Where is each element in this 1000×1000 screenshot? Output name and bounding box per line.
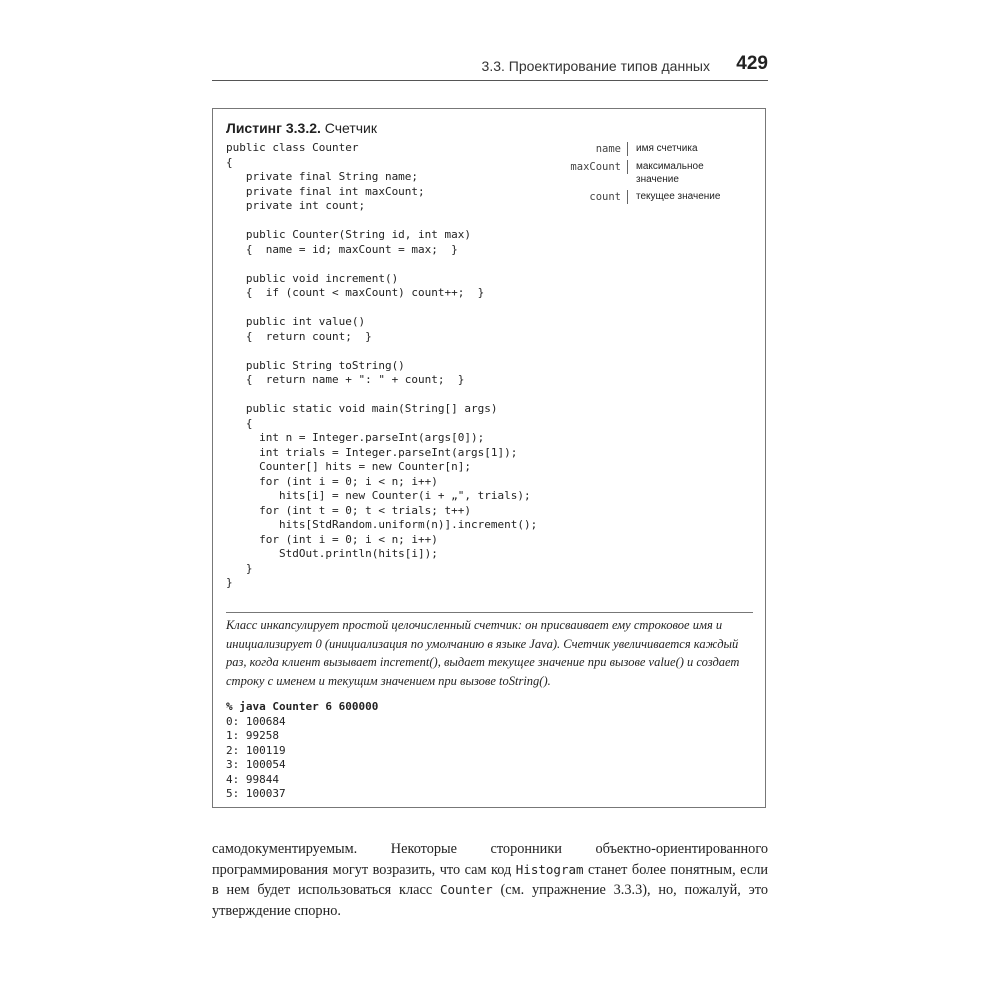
code-line: public class Counter bbox=[226, 141, 359, 154]
body-text-part: (см. упражнение 3.3.3), но, пожалуй, это утверждение спорно. bbox=[212, 882, 768, 919]
inline-code-histogram: Histogram bbox=[515, 861, 584, 877]
code-line: } bbox=[226, 576, 233, 589]
inline-code-counter: Counter bbox=[439, 882, 493, 897]
code-line: { bbox=[226, 416, 253, 430]
body-text-part: самодокументируемым. Некоторые сторонники объектно-ориентированного программирования могут возразить, что сам код bbox=[212, 841, 768, 878]
code-line: public static void main(String[] args) bbox=[226, 402, 498, 415]
listing-title: Счетчик bbox=[320, 120, 377, 136]
code-line: { return count; } bbox=[226, 329, 372, 343]
variable-name: name bbox=[553, 142, 628, 156]
code-line: for (int i = 0; i < n; i++) bbox=[226, 474, 438, 488]
listing-heading bbox=[226, 120, 377, 136]
code-line: { name = id; maxCount = max; } bbox=[226, 242, 458, 256]
code-line: { return name + ": " + count; } bbox=[226, 373, 465, 386]
terminal-command: % java Counter 6 600000 bbox=[226, 700, 379, 713]
variable-description: максимальное значение bbox=[636, 161, 704, 185]
caption-divider bbox=[226, 612, 753, 613]
code-line: for (int i = 0; i < n; i++) bbox=[226, 532, 438, 546]
code-line: private final int maxCount; bbox=[226, 184, 425, 198]
variable-name: maxCount bbox=[553, 160, 628, 174]
page-number: 429 bbox=[736, 53, 768, 74]
code-line: int n = Integer.parseInt(args[0]); bbox=[226, 431, 485, 444]
output-line: 2: 100119 bbox=[226, 743, 286, 757]
code-line: public int value() bbox=[226, 315, 366, 328]
section-title: 3.3. Проектирование типов данных bbox=[481, 58, 710, 74]
variable-row bbox=[553, 142, 746, 156]
variable-description: имя счетчика bbox=[636, 143, 698, 154]
variable-description: текущее значение bbox=[636, 191, 721, 202]
instance-variables-table bbox=[553, 142, 746, 204]
body-text-part: станет более понятным, если в нем будет использоваться класс bbox=[212, 861, 768, 898]
output-line: 4: 99844 bbox=[226, 772, 279, 786]
output-line: 5: 100037 bbox=[226, 787, 286, 800]
variable-row bbox=[553, 160, 746, 186]
code-line: public void increment() bbox=[226, 271, 399, 285]
code-line: private int count; bbox=[226, 199, 366, 212]
output-line: 3: 100054 bbox=[226, 758, 286, 771]
code-line: Counter[] hits = new Counter[n]; bbox=[226, 460, 472, 473]
running-header bbox=[212, 54, 768, 81]
code-listing bbox=[226, 141, 537, 591]
output-line: 1: 99258 bbox=[226, 729, 279, 742]
body-paragraph bbox=[212, 839, 768, 921]
code-line: public Counter(String id, int max) bbox=[226, 228, 472, 241]
code-line: for (int t = 0; t < trials; t++) bbox=[226, 503, 472, 517]
output-line: 0: 100684 bbox=[226, 714, 286, 728]
listing-label: Листинг 3.3.2. bbox=[226, 120, 321, 136]
variable-name: count bbox=[553, 190, 628, 204]
listing-box bbox=[212, 108, 766, 808]
variable-row bbox=[553, 190, 746, 204]
code-line: hits[StdRandom.uniform(n)].increment(); bbox=[226, 518, 538, 531]
terminal-output bbox=[226, 700, 378, 802]
code-line: hits[i] = new Counter(i + „", trials); bbox=[226, 489, 531, 502]
code-line: } bbox=[226, 561, 253, 575]
code-line: StdOut.println(hits[i]); bbox=[226, 547, 438, 560]
code-line: { if (count < maxCount) count++; } bbox=[226, 286, 485, 299]
code-line: public String toString() bbox=[226, 358, 405, 372]
code-line: int trials = Integer.parseInt(args[1]); bbox=[226, 445, 518, 459]
code-line: { bbox=[226, 155, 233, 169]
listing-caption: Класс инкапсулирует простой целочисленный счетчик: он присваивает ему строковое имя и инициализирует 0 (инициализация по умолчанию в языке Java). Счетчик увеличивается каждый раз, когда клиент вызывает increment(), выдает текущее значение при вызове value() и создает строку с именем и текущим значением при вызове toString(). bbox=[226, 618, 740, 688]
code-line: private final String name; bbox=[226, 170, 419, 183]
